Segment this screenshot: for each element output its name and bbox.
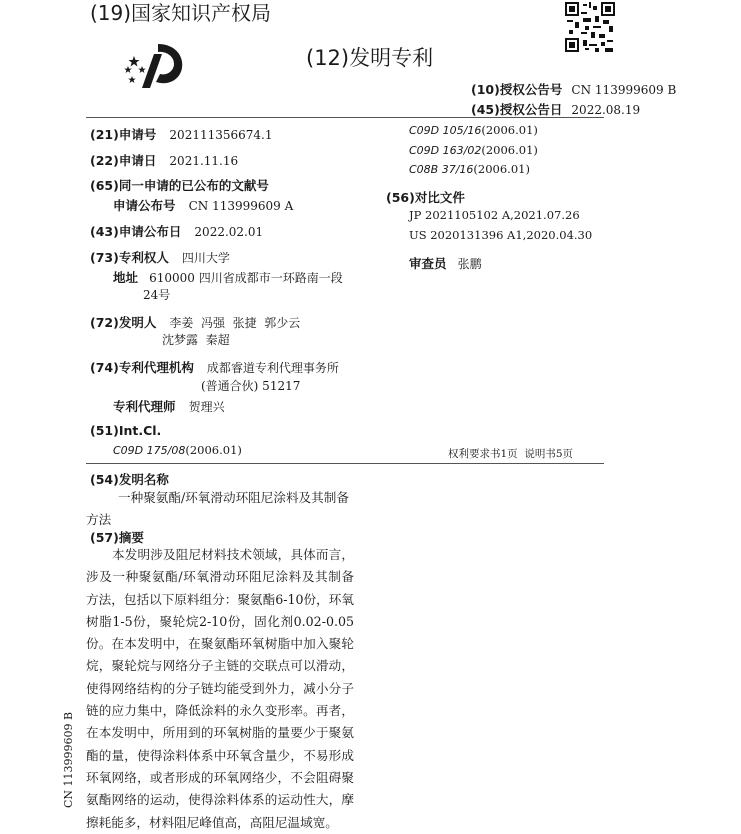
inventors-row	[90, 312, 300, 331]
application-date: 2021.11.16	[169, 154, 239, 168]
qr-code	[565, 2, 615, 52]
intcl-row	[113, 443, 242, 457]
grant-date: 2022.08.19	[571, 103, 641, 117]
ipc-date: (2006.01)	[473, 162, 530, 176]
address-line-1: 610000 四川省成都市一环路南一段	[149, 271, 343, 285]
grant-number-label: (10)授权公告号	[471, 82, 563, 97]
address-row	[113, 267, 343, 286]
ipc-row	[409, 123, 538, 137]
prior-publication-number-label: 申请公布号	[113, 198, 176, 213]
agency-row	[90, 357, 339, 376]
application-date-label: (22)申请日	[90, 153, 157, 168]
owner: 四川大学	[181, 251, 230, 265]
address-line-2: 24号	[143, 288, 171, 302]
ipc-row	[409, 162, 530, 176]
prior-publication-row	[113, 195, 293, 214]
ipc-date: (2006.01)	[481, 143, 538, 157]
cited-document: US 2020131396 A1,2020.04.30	[409, 228, 593, 242]
prior-publication-label: (65)同一申请的已公布的文献号	[90, 178, 269, 193]
examiner: 张鹏	[457, 257, 482, 271]
ipc-date: (2006.01)	[481, 123, 538, 137]
agent-row	[113, 396, 225, 415]
intcl-date: (2006.01)	[185, 443, 242, 457]
grant-number-row	[471, 79, 676, 98]
page-count-info: 权利要求书1页 说明书5页	[448, 448, 574, 460]
address-label: 地址	[113, 270, 139, 285]
owner-label: (73)专利权人	[90, 250, 169, 265]
grant-date-label: (45)授权公告日	[471, 102, 563, 117]
document-type: (12)发明专利	[306, 46, 434, 70]
examiner-label: 审查员	[409, 256, 447, 271]
publication-date-row	[90, 221, 263, 240]
grant-date-row	[471, 99, 640, 118]
side-document-number: CN 113999609 B	[62, 711, 75, 808]
ipc-row	[409, 143, 538, 157]
middle-rule	[86, 463, 604, 464]
office-name: (19)国家知识产权局	[90, 1, 272, 25]
agency-line-2: (普通合伙) 51217	[201, 379, 301, 393]
publication-date-label: (43)申请公布日	[90, 224, 182, 239]
application-number-label: (21)申请号	[90, 127, 157, 142]
agency-label: (74)专利代理机构	[90, 360, 194, 375]
application-number: 202111356674.1	[169, 128, 273, 142]
ipc-code: C08B 37/16	[409, 163, 474, 176]
publication-date: 2022.02.01	[194, 225, 264, 239]
agency-line-1: 成都睿道专利代理事务所	[206, 361, 339, 375]
ipc-code: C09D 163/02	[409, 144, 482, 157]
top-rule	[86, 117, 604, 118]
application-date-row	[90, 150, 238, 169]
abstract-text: 本发明涉及阻尼材料技术领域，具体而言，涉及一种聚氨酯/环氧滑动环阻尼涂料及其制备方法，包括以下原料组分：聚氨酯6-10份，环氧树脂1-5份，聚轮烷2-10份，固化剂0.02-0.05份。在本发明中，在聚氨酯环氧树脂中加入聚轮烷，聚轮烷与网络分子主链的交联点可以滑动，使得网络结构的分子链均能受到外力，减小分子链的应力集中，降低涂料的永久变形率。再者，在本发明中，所用到的环氧树脂的量要少于聚氨酯的量，使得涂料体系中环氧含量少，不易形成环氧网络，或者形成的环氧网络少，不会阻碍聚氨酯网络的运动，使得涂料体系的运动性大，摩擦耗能多，材料阻尼峰值高，高阻尼温域宽。	[86, 547, 354, 830]
grant-number: CN 113999609 B	[571, 83, 677, 97]
prior-publication-number: CN 113999609 A	[188, 199, 294, 213]
examiner-row	[409, 253, 482, 272]
agent-label: 专利代理师	[113, 399, 176, 414]
application-number-row	[90, 124, 273, 143]
intcl-code: C09D 175/08	[113, 444, 186, 457]
ipc-code: C09D 105/16	[409, 124, 482, 137]
intcl-label: (51)Int.Cl.	[90, 423, 162, 438]
invention-name-label: (54)发明名称	[90, 472, 169, 487]
agent: 贺理兴	[188, 400, 225, 414]
inventors-line-1: 李姜 冯强 张捷 郭少云	[169, 316, 301, 330]
cited-documents-label: (56)对比文件	[386, 190, 465, 205]
cnipa-emblem-icon	[120, 40, 190, 92]
abstract-label: (57)摘要	[90, 530, 144, 545]
invention-name: 一种聚氨酯/环氧滑动环阻尼涂料及其制备方法	[86, 490, 349, 527]
cited-document: JP 2021105102 A,2021.07.26	[409, 208, 580, 222]
inventors-label: (72)发明人	[90, 315, 157, 330]
owner-row	[90, 247, 230, 266]
inventors-line-2: 沈梦露 秦超	[162, 333, 230, 347]
